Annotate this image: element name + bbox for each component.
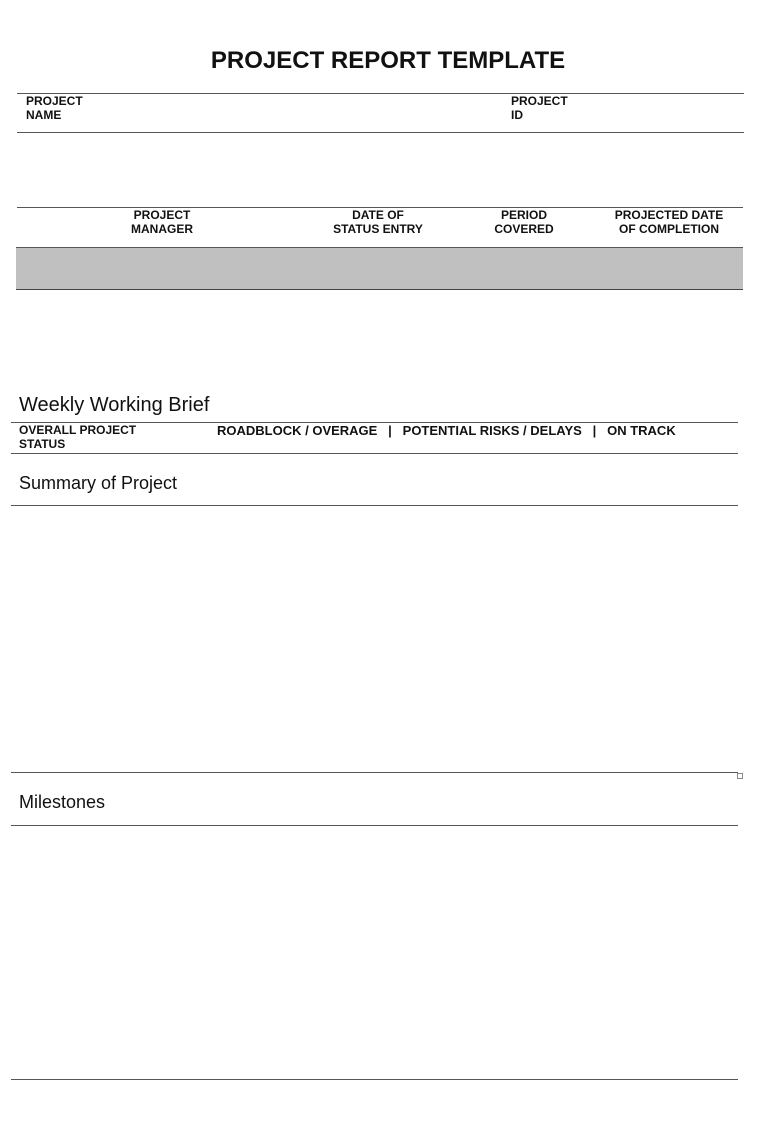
milestones-heading: Milestones — [19, 792, 106, 812]
info-table-row[interactable] — [16, 247, 743, 290]
divider — [17, 93, 744, 94]
divider — [11, 505, 738, 506]
divider — [17, 132, 744, 133]
status-options[interactable]: ROADBLOCK / OVERAGE | POTENTIAL RISKS / DELAYS | ON TRACK — [217, 423, 676, 438]
label-line: DATE OF — [352, 208, 404, 222]
label-line: MANAGER — [131, 222, 193, 236]
divider — [11, 772, 738, 773]
label-line: NAME — [26, 108, 62, 122]
col-project-manager — [102, 208, 222, 236]
col-period-covered — [474, 208, 574, 236]
label-line: STATUS ENTRY — [333, 222, 423, 236]
label-line: PERIOD — [500, 208, 547, 222]
col-date-of-status-entry — [318, 208, 438, 236]
summary-heading: Summary of Project — [19, 473, 178, 493]
label-line: STATUS — [19, 437, 66, 451]
page-title: PROJECT REPORT TEMPLATE — [210, 47, 566, 74]
resize-handle[interactable] — [737, 773, 743, 779]
label-line: PROJECTED DATE — [614, 208, 724, 222]
project-id-label — [511, 94, 568, 122]
label-line: COVERED — [494, 222, 554, 236]
label-line: OVERALL PROJECT — [19, 423, 137, 437]
divider — [11, 825, 738, 826]
divider — [11, 453, 738, 454]
label-line: PROJECT — [133, 208, 191, 222]
label-line: PROJECT — [26, 94, 83, 108]
weekly-brief-heading: Weekly Working Brief — [19, 394, 210, 416]
label-line: OF COMPLETION — [619, 222, 719, 236]
divider — [11, 1079, 738, 1080]
milestones-area[interactable] — [11, 827, 738, 1078]
overall-status-label — [19, 423, 136, 451]
project-name-label — [26, 94, 83, 122]
summary-area[interactable] — [11, 507, 738, 771]
label-line: PROJECT — [511, 94, 568, 108]
col-projected-date — [604, 208, 734, 236]
label-line: ID — [511, 108, 523, 122]
